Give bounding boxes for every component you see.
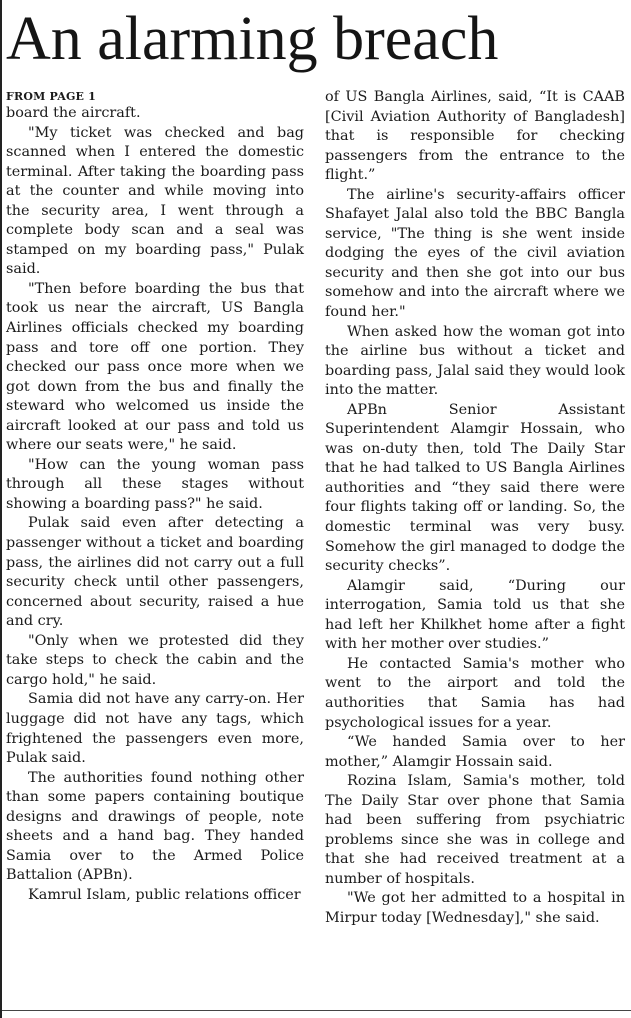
paragraph: Rozina Islam, Samia's mother, told The Daily Star over phone that Samia had been suffering from psychiatric problems since she was in college and that she had received treatment at a number of hospitals.	[325, 773, 625, 887]
paragraph: board the aircraft.	[6, 105, 141, 121]
paragraph: "We got her admitted to a hospital in Mirpur today [Wednesday]," she said.	[325, 890, 625, 926]
paragraph: “We handed Samia over to her mother,” Alamgir Hossain said.	[325, 734, 625, 770]
paragraph: The authorities found nothing other than some papers containing boutique designs and drawings of people, note sheets and a hand bag. They handed Samia over to the Armed Police Battalion (APBn).	[6, 769, 304, 884]
paragraph: APBn Senior Assistant Superintendent Alamgir Hossain, who was on-duty then, told The Daily Star that he had talked to US Bangla Airlines authorities and “they said there were four flights taking off or landing. So, the domestic terminal was very busy. Somehow the girl managed to dodge the security checks”.	[325, 401, 625, 575]
paragraph: of US Bangla Airlines, said, “It is CAAB [Civil Aviation Authority of Bangladesh] that is responsible for checking passengers from the entrance to the flight.”	[325, 89, 625, 184]
article-column-left	[6, 88, 304, 905]
paragraph: Alamgir said, “During our interrogation, Samia told us that she had left her Khilkhet home after a fight with her mother over studies.”	[325, 577, 625, 653]
paragraph: The airline's security-affairs officer Shafayet Jalal also told the BBC Bangla service, "The thing is she went inside dodging the eyes of the civil aviation security and then she got into our bus somehow and into the aircraft where we found her."	[325, 186, 625, 321]
bottom-rule	[2, 1010, 631, 1011]
paragraph: "How can the young woman pass through all these stages without showing a boarding pass?" he said.	[6, 456, 304, 512]
paragraph: Kamrul Islam, public relations officer	[28, 886, 301, 903]
continuation-kicker: FROM PAGE 1	[6, 90, 97, 103]
paragraph: Samia did not have any carry-on. Her luggage did not have any tags, which frightened the passengers even more, Pulak said.	[6, 691, 304, 767]
paragraph: He contacted Samia's mother who went to the airport and told the authorities that Samia has had psychological issues for a year.	[325, 655, 625, 731]
paragraph: Pulak said even after detecting a passenger without a ticket and boarding pass, the airlines did not carry out a full security check until other passengers, concerned about security, raised a hue and cry.	[6, 515, 304, 630]
article-column-right	[325, 88, 625, 929]
paragraph: "My ticket was checked and bag scanned when I entered the domestic terminal. After taking the boarding pass at the counter and while moving into the security area, I went through a complete body scan and a seal was stamped on my boarding pass," Pulak said.	[6, 124, 304, 278]
paragraph: "Only when we protested did they take steps to check the cabin and the cargo hold," he said.	[6, 632, 304, 688]
headline: An alarming breach	[6, 5, 499, 73]
paragraph: "Then before boarding the bus that took us near the aircraft, US Bangla Airlines officials checked my boarding pass and tore off one portion. They checked our pass once more when we got down from the bus and finally the steward who welcomed us inside the aircraft looked at our pass and told us where our seats were," he said.	[6, 280, 304, 454]
paragraph: When asked how the woman got into the airline bus without a ticket and boarding pass, Jalal said they would look into the matter.	[325, 323, 625, 399]
